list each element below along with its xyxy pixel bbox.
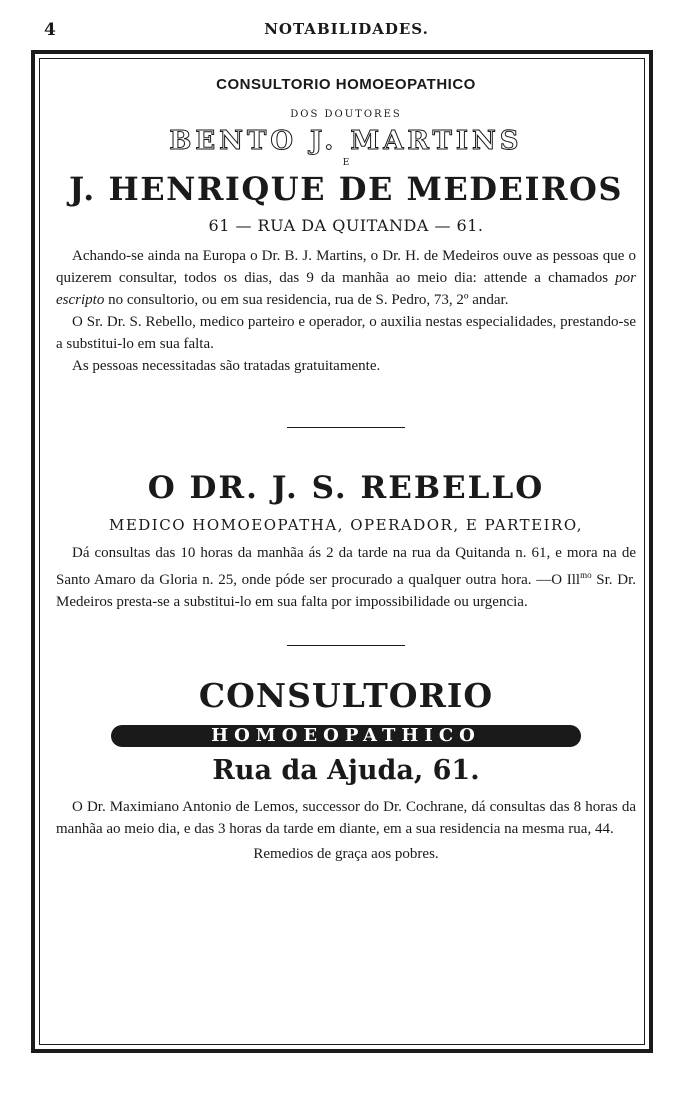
ad2-paragraph	[56, 542, 636, 613]
ad2-paragraph-text-b: Sr. Dr. Medeiros presta-se a substitui-lo em sua falta por impossibilidade ou urgencia.	[56, 572, 636, 610]
ad1-paragraph-3: As pessoas necessitadas são tratadas gratuitamente.	[72, 358, 381, 374]
ad-dr-rebello	[56, 470, 636, 613]
ad1-doctor1-name: BENTO J. MARTINS	[169, 126, 523, 156]
ad2-paragraph-superscript: mo	[580, 570, 592, 580]
advertisements	[56, 70, 636, 863]
ad2-paragraph-text-a: Dá consultas das 10 horas da manhãa ás 2 da tarde na rua da Quitanda n. 61, e mora na de Santo Amaro da Gloria n. 25, onde póde ser procurado a qualquer outra hora. —O Ill	[56, 545, 636, 588]
ad1-paragraph-1-text-a: Achando-se ainda na Europa o Dr. B. J. Martins, o Dr. H. de Medeiros ouve as pessoas que o quizerem consultar, todos os dias, das 9 da manhãa ao meio dia: attende a chamados	[56, 248, 636, 286]
ad1-dos-doutores: DOS DOUTORES	[290, 109, 402, 120]
ad1-paragraph-1-emphasis: por escripto	[56, 270, 636, 308]
ad1-paragraph-1	[56, 245, 636, 311]
page-number: 4	[44, 20, 56, 40]
ad1-doctor2-name: J. HENRIQUE DE MEDEIROS	[69, 170, 623, 208]
ad3-title: CONSULTORIO	[198, 676, 494, 715]
ad1-paragraph-2: O Sr. Dr. S. Rebello, medico parteiro e operador, o auxilia nestas especialidades, prestando-se a substitui-lo em sua falta.	[56, 314, 636, 352]
ad2-title: O DR. J. S. REBELLO	[147, 470, 545, 506]
ad3-paragraph: O Dr. Maximiano Antonio de Lemos, successor do Dr. Cochrane, dá consultas das 8 horas da manhãa ao meio dia, e das 3 horas da tarde em diante, em a sua residencia na mesma rua, 44.	[56, 799, 636, 837]
ad-consultorio-ajuda	[56, 676, 636, 863]
ad1-heading: CONSULTORIO HOMOEOPATHICO	[216, 76, 476, 93]
ad1-conjunction: E	[342, 158, 350, 168]
ad1-paragraph-1-text-b: no consultorio, ou em sua residencia, rua de S. Pedro, 73, 2º andar.	[104, 292, 509, 308]
running-title: NOTABILIDADES.	[264, 20, 429, 38]
ad3-street: Rua da Ajuda, 61.	[212, 755, 480, 786]
ad-consultorio-martins-medeiros	[56, 76, 636, 377]
ad1-address: 61 — RUA DA QUITANDA — 61.	[208, 216, 484, 235]
ad2-subtitle: MEDICO HOMOEOPATHA, OPERADOR, E PARTEIRO,	[108, 516, 584, 534]
ad3-banner	[111, 725, 581, 747]
ad3-closing: Remedios de graça aos pobres.	[253, 846, 439, 862]
ad3-banner-text: HOMOEOPATHICO	[211, 725, 481, 746]
